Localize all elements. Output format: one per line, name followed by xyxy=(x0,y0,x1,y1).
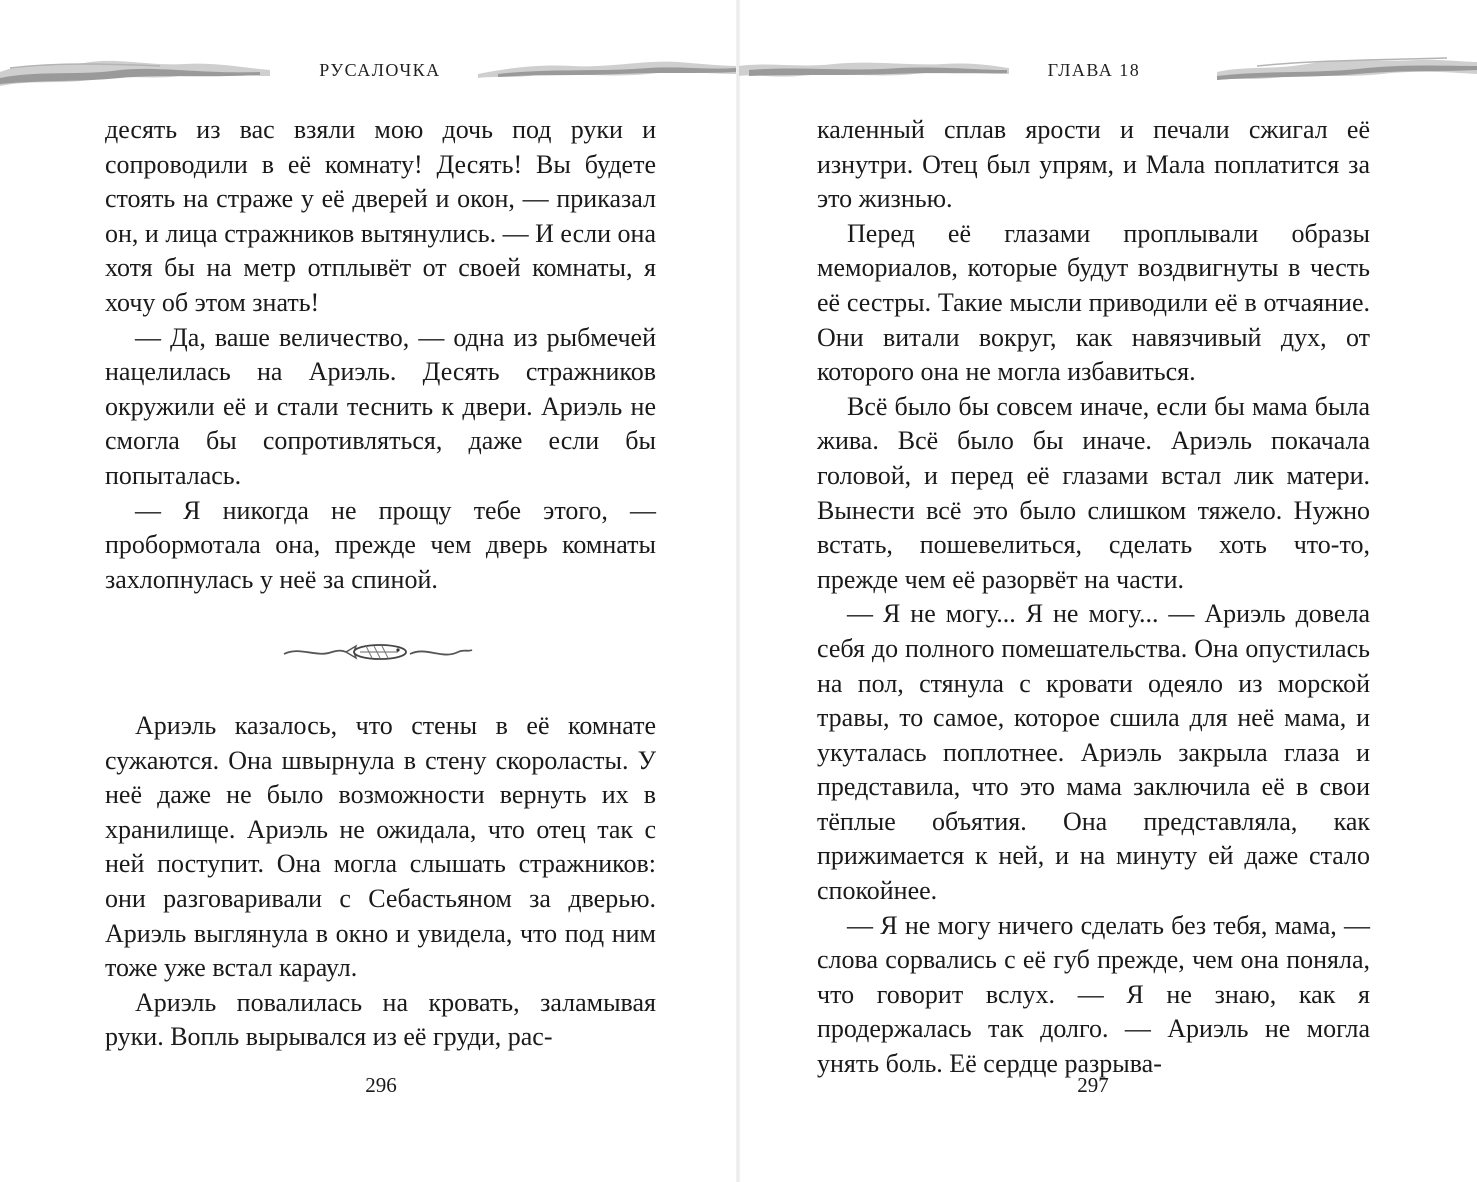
page-number-left: 296 xyxy=(365,1073,397,1097)
fish-ornament-icon xyxy=(280,632,476,672)
paragraph: — Я никогда не прощу тебе этого, — пробормотала она, прежде чем дверь комнаты захлопнулась у неё за спиной. xyxy=(105,495,656,594)
paragraph: Перед её глазами проплывали образы мемориалов, которые будут воздвигнуты в честь её сестры. Такие мысли приводили её в отчаяние. Они витали вокруг, как навязчивый дух, от которого она не могла избавиться. xyxy=(817,218,1370,387)
left-header-wave-right xyxy=(478,50,738,100)
running-head-left: РУСАЛОЧКА xyxy=(319,60,441,80)
right-header-wave-left xyxy=(739,50,1009,100)
paragraph: — Я не могу ничего сделать без тебя, мама, — слова сорвались с её губ прежде, чем она поняла, что говорит вслух. — Я не знаю, как я продержалась так долго. — Ариэль не могла унять боль. Её сердце разрыва- xyxy=(817,910,1370,1079)
paragraph: каленный сплав ярости и печали сжигал её изнутри. Отец был упрям, и Мала поплатится за это жизнью. xyxy=(817,115,1370,214)
right-page xyxy=(739,0,1477,1182)
left-text-block xyxy=(105,113,656,597)
right-text-block xyxy=(817,113,1370,1082)
paragraph: — Да, ваше величество, — одна из рыбмечей нацелилась на Ариэль. Десять стражников окружили её и стали теснить к двери. Ариэль не смогла бы сопротивляться, даже если бы попыталась. xyxy=(105,322,656,490)
page-number-right: 297 xyxy=(1077,1073,1109,1097)
paragraph: Ариэль казалось, что стены в её комнате сужаются. Она швырнула в стену скороласты. У неё даже не было возможности вернуть их в хранилище. Ариэль не ожидала, что отец так с ней поступит. Она могла слышать стражников: они разговаривали с Себастьяном за дверью. Ариэль выглянула в окно и увидела, что под ним тоже уже встал караул. xyxy=(105,711,656,983)
right-header-wave-right xyxy=(1217,50,1477,100)
paragraph: Всё было бы совсем иначе, если бы мама была жива. Всё было бы иначе. Ариэль покачала головой, и перед её глазами встал лик матери. Вынести всё это было слишком тяжело. Нужно встать, пошевелиться, сделать хоть что-то, прежде чем её разорвёт на части. xyxy=(817,391,1370,594)
left-text-block-after-ornament xyxy=(105,709,656,1055)
paragraph: десять из вас взяли мою дочь под руки и сопроводили в её комнату! Десять! Вы будете стоять на страже у её дверей и окон, — приказал он, и лица стражников вытянулись. — И если она хотя бы на метр отплывёт от своей комнаты, я хочу об этом знать! xyxy=(105,115,656,317)
left-header-wave-left xyxy=(0,50,270,100)
running-head-right: ГЛАВА 18 xyxy=(1047,60,1141,80)
paragraph: Ариэль повалилась на кровать, заламывая руки. Вопль вырывался из её груди, рас- xyxy=(105,987,656,1052)
paragraph: — Я не могу... Я не могу... — Ариэль довела себя до полного помешательства. Она опустилась на пол, стянула с кровати одеяло из морской травы, то самое, которое сшила для неё мама, и укуталась поплотнее. Ариэль закрыла глаза и представила, что это мама заключила её в свои тёплые объятия. Она представляла, как прижимается к ней, и на минуту ей даже стало спокойнее. xyxy=(817,599,1370,906)
left-page xyxy=(0,0,738,1182)
